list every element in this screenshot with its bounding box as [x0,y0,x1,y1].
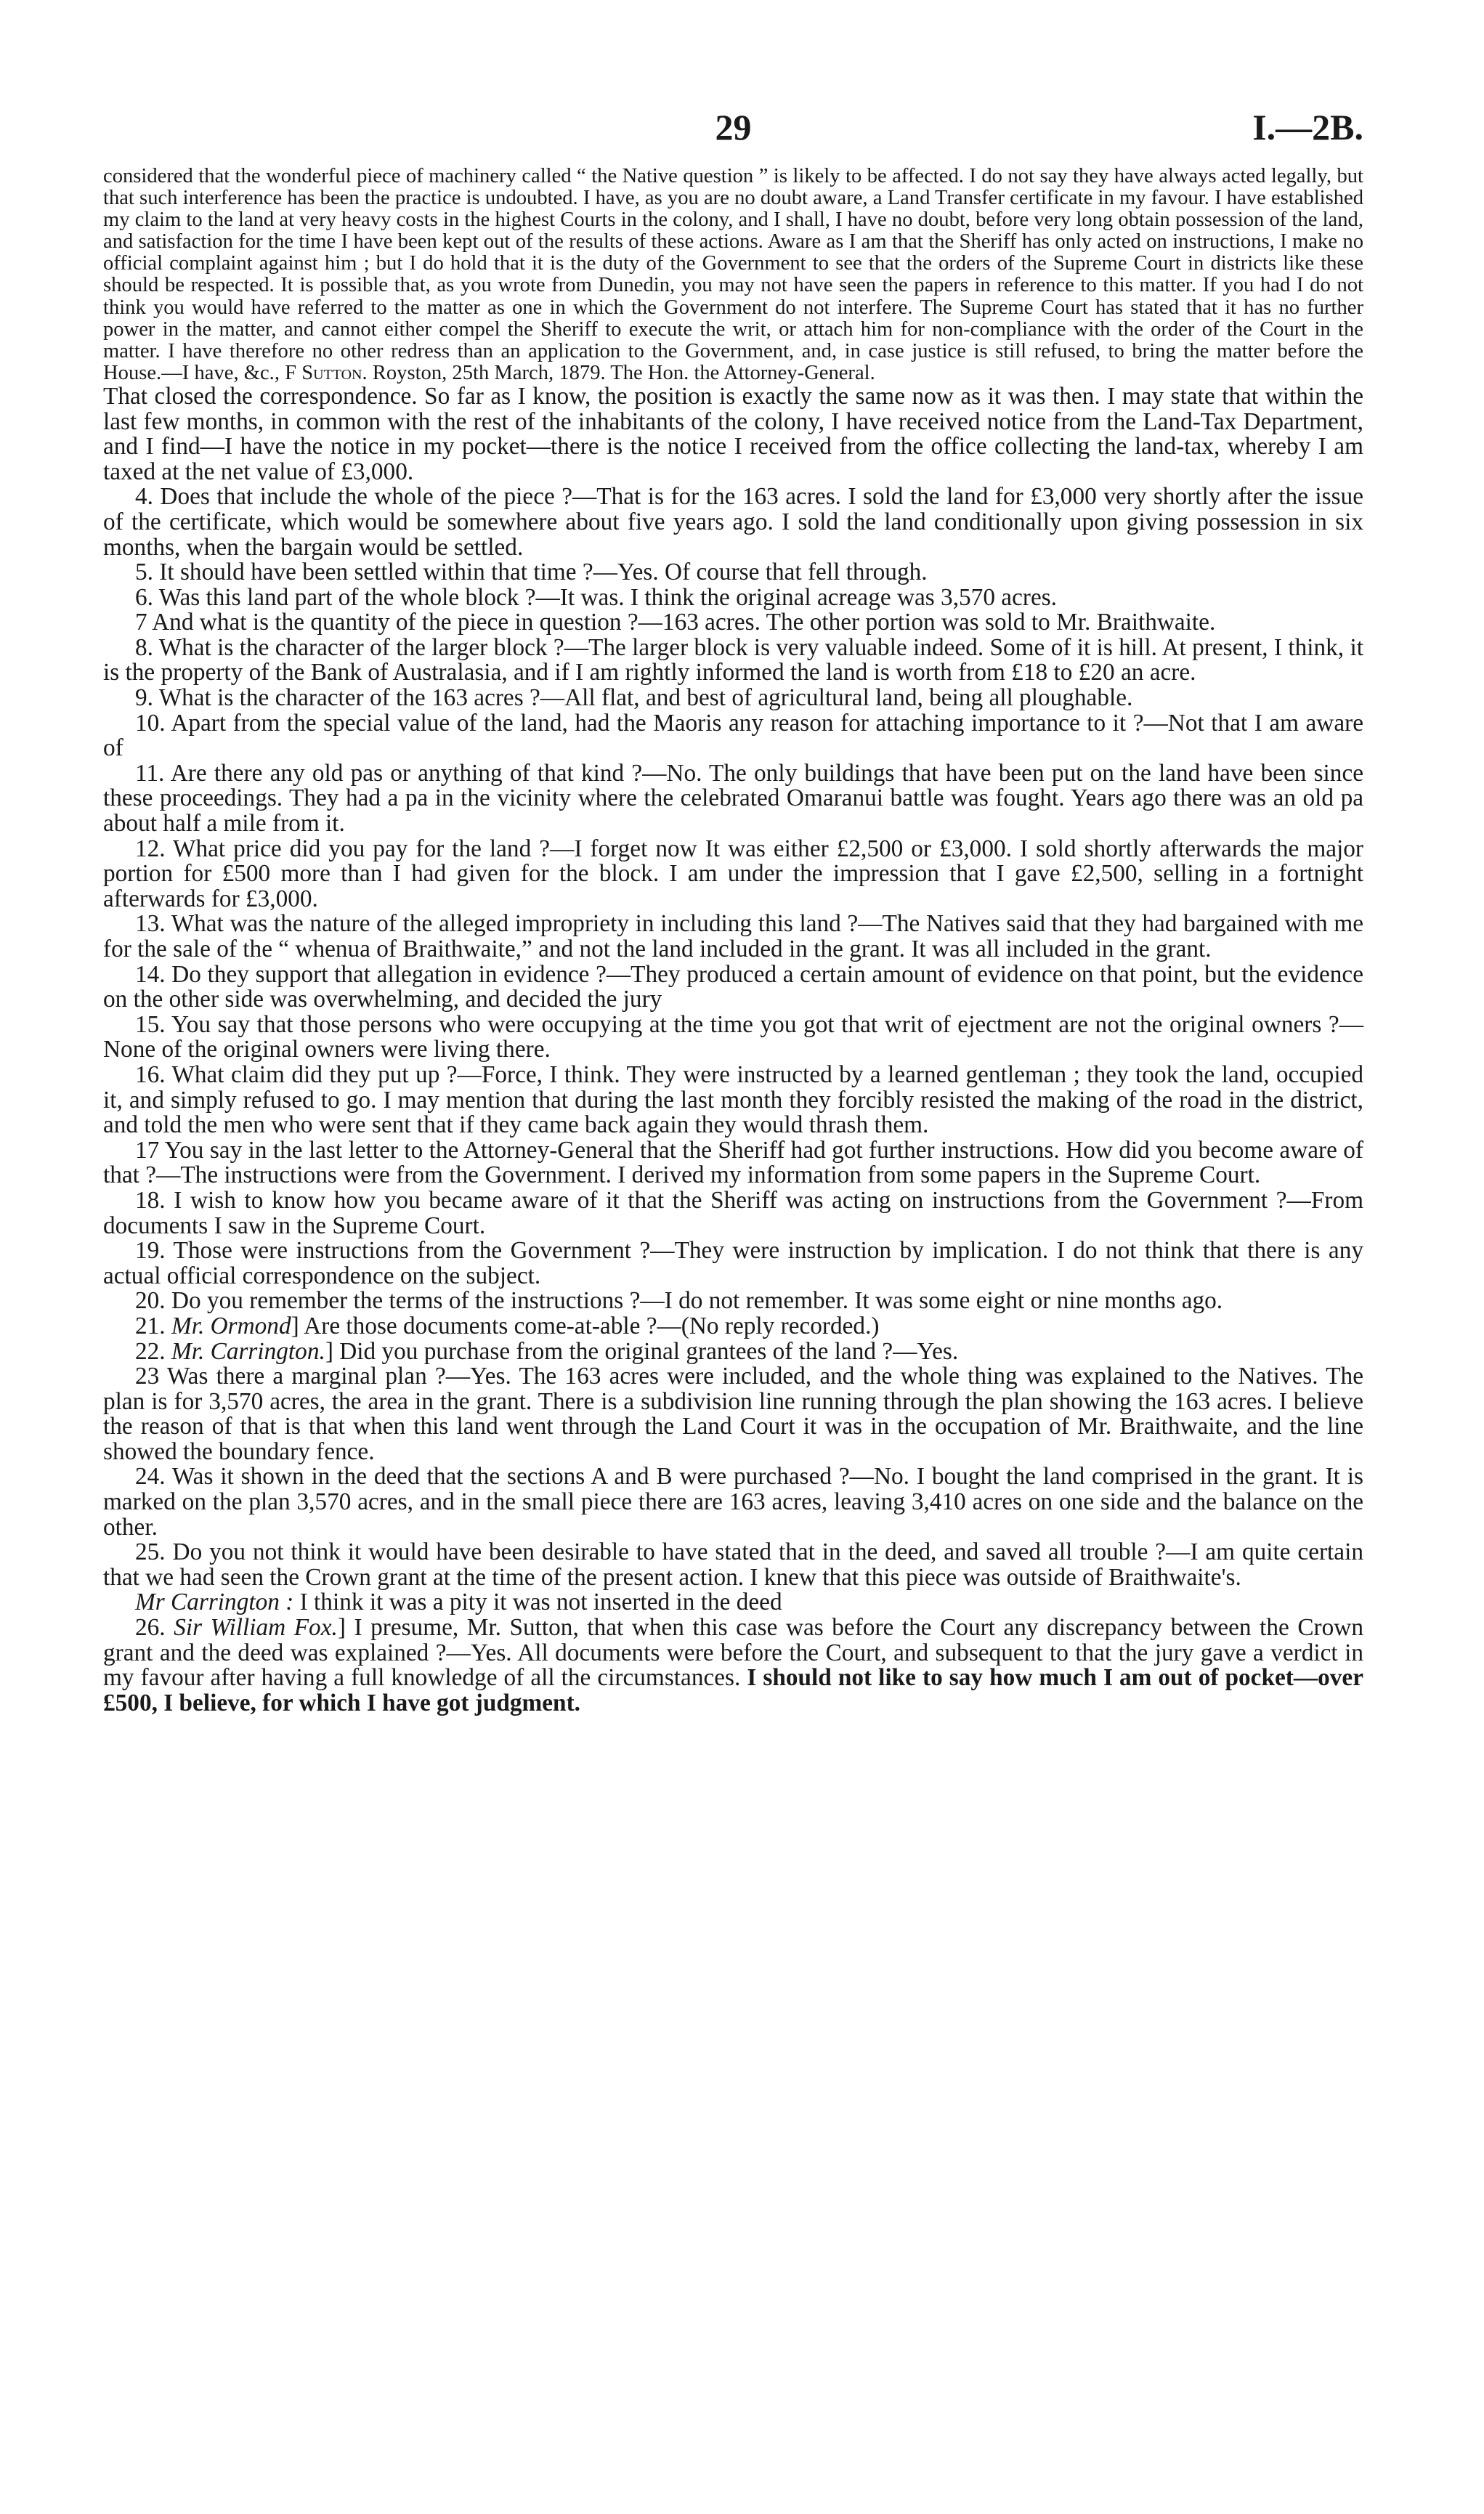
letter-excerpt [103,166,1363,384]
speaker-name: Mr. Ormond [171,1312,291,1339]
remark-text: I think it was a pity it was not inserted in the deed [293,1589,782,1616]
qa-paragraph: 8. What is the character of the larger block ?—The larger block is very valuable indeed. Some of it is hill. At present, I think, it is the property of the Bank of Australasia, and if I am rightly informed the land is worth from £18 to £20 an acre. [103,633,1363,686]
qa-paragraph: 18. I wish to know how you became aware of it that the Sheriff was acting on instructions from the Government ?—From documents I saw in the Supreme Court. [103,1186,1363,1239]
question-number: 21. [135,1312,166,1339]
question-text: ] I presume, Mr. Sutton, that when this case was before the Court any discrepancy between the Crown grant and the deed was explained ?—Yes. All documents were before the Court, and subsequent to that the jury gave a verdict in my favour after having a full knowledge of all the circumstances. [103,1614,1363,1692]
document-reference: I.—2B. [1252,107,1363,147]
qa-paragraph: 12. What price did you pay for the land ?—I forget now It was either £2,500 or £3,000. I sold shortly afterwards the major portion for £500 more than I had given for the block. I am under the impression that I gave £2,500, selling in a fortnight afterwards for £3,000. [103,835,1363,912]
letter-closing: . Royston, 25th March, 1879. The Hon. the Attorney-General. [362,361,875,384]
question-text-bold: I should not like to say how much I am out of pocket—over £500, I believe, for which I have got judgment. [103,1664,1363,1716]
qa-paragraph-22 [103,1339,1363,1365]
qa-paragraph: 15. You say that those persons who were occupying at the time you got that writ of ejectment are not the original owners ?—None of the original owners were living there. [103,1010,1363,1063]
qa-paragraph: 17 You say in the last letter to the Attorney-General that the Sheriff had got further instructions. How did you become aware of that ?—The instructions were from the Government. I derived my information from some papers in the Supreme Court. [103,1136,1363,1189]
letter-signature: Sutton [301,361,362,384]
qa-paragraph: 16. What claim did they put up ?—Force, I think. They were instructed by a learned gentleman ; they took the land, occupied it, and simply refused to go. I may mention that during the last month they forcibly resisted the making of the road in the district, and told the men who were sent that if they came back again they would thrash them. [103,1061,1363,1139]
qa-paragraph: 23 Was there a marginal plan ?—Yes. The 163 acres were included, and the whole thing was explained to the Natives. The plan is for 3,570 acres, the area in the grant. There is a subdivision line running through the plan showing the 163 acres. I believe the reason of that is that when this land went through the Land Court it was in the occupation of Mr. Braithwaite, and the line showed the boundary fence. [103,1363,1363,1465]
qa-paragraph: 6. Was this land part of the whole block ?—It was. I think the original acreage was 3,570 acres. [135,583,1058,611]
page-number: 29 [715,107,752,147]
question-number: 22. [135,1337,166,1365]
page-header [103,102,1363,153]
qa-paragraph: 9. What is the character of the 163 acres ?—All flat, and best of agricultural land, being all ploughable. [135,684,1133,712]
intro-paragraph: That closed the correspondence. So far as I know, the position is exactly the same now as it was then. I may state that within the last few months, in common with the rest of the inhabitants of the colony, I have received notice from the Land-Tax Department, and I find—I have the notice in my pocket—there is the notice I received from the office collecting the land-tax, whereby I am taxed at the net value of £3,000. [103,382,1363,485]
question-text: ] Are those documents come-at-able ?—(No reply recorded.) [291,1312,880,1339]
letter-text: considered that the wonderful piece of machinery called “ the Native question ” is likely to be affected. I do not say they have always acted legally, but that such interference has been the practice is undoubted. I have, as you are no doubt aware, a Land Transfer certificate in my favour. I have established my claim to the land at very heavy costs in the highest Courts in the colony, and I shall, I have no doubt, before very long obtain possession of the land, and satisfaction for the time I have been kept out of the results of these actions. Aware as I am that the Sheriff has only acted on instructions, I make no official complaint against him ; but I do hold that it is the duty of the Government to see that the orders of the Supreme Court in districts like these should be respected. It is possible that, as you wrote from Dunedin, you may not have seen the papers in reference to this matter. If you had I do not think you would have referred to the matter as one in which the Government do not interfere. The Supreme Court has stated that it has no further power in the matter, and cannot either compel the Sheriff to execute the writ, or attach him for non-compliance with the order of the Court in the matter. I have therefore no other redress than an application to the Government, and, in case justice is still refused, to bring the matter before the House.—I have, &c., F [103,165,1363,384]
qa-paragraph: 19. Those were instructions from the Government ?—They were instruction by implication. I do not think that there is any actual official correspondence on the subject. [103,1237,1363,1289]
speaker-name: Mr Carrington : [135,1589,294,1616]
page-body [103,166,1363,1716]
speaker-name: Mr. Carrington. [171,1337,325,1365]
qa-paragraph: 10. Apart from the special value of the land, had the Maoris any reason for attaching importance to it ?—Not that I am aware of [103,709,1363,762]
question-number: 26. [135,1614,166,1642]
qa-paragraph: 13. What was the nature of the alleged impropriety in including this land ?—The Natives said that they had bargained with me for the sale of the “ whenua of Braithwaite,” and not the land included in the grant. It was all included in the grant. [103,910,1363,962]
qa-paragraph: 4. Does that include the whole of the piece ?—That is for the 163 acres. I sold the land for £3,000 very shortly after the issue of the certificate, which would be somewhere about five years ago. I sold the land conditionally upon giving possession in six months, when the bargain would be settled. [103,483,1363,561]
qa-paragraph: 24. Was it shown in the deed that the sections A and B were purchased ?—No. I bought the land comprised in the grant. It is marked on the plan 3,570 acres, and in the small piece there are 163 acres, leaving 3,410 acres on one side and the balance on the other. [103,1463,1363,1541]
question-text: ] Did you purchase from the original grantees of the land ?—Yes. [325,1337,959,1365]
qa-paragraph-26 [103,1615,1363,1716]
qa-paragraph: 14. Do they support that allegation in evidence ?—They produced a certain amount of evidence on that point, but the evidence on the other side was overwhelming, and decided the jury [103,960,1363,1013]
qa-paragraph: 5. It should have been settled within that time ?—Yes. Of course that fell through. [135,559,928,586]
qa-paragraph: 20. Do you remember the terms of the instructions ?—I do not remember. It was some eight or nine months ago. [135,1287,1223,1315]
qa-paragraph: 7 And what is the quantity of the piece in question ?—163 acres. The other portion was sold to Mr. Braithwaite. [135,609,1216,636]
qa-paragraph: 25. Do you not think it would have been desirable to have stated that in the deed, and saved all trouble ?—I am quite certain that we had seen the Crown grant at the time of the present action. I knew that this piece was outside of Braithwaite's. [103,1538,1363,1591]
speaker-name: Sir William Fox. [174,1614,338,1642]
qa-paragraph-21 [103,1314,1363,1339]
remark-paragraph [103,1590,1363,1615]
qa-paragraph: 11. Are there any old pas or anything of that kind ?—No. The only buildings that have been put on the land have been since these proceedings. They had a pa in the vicinity where the celebrated Omaranui battle was fought. Years ago there was an old pa about half a mile from it. [103,759,1363,838]
